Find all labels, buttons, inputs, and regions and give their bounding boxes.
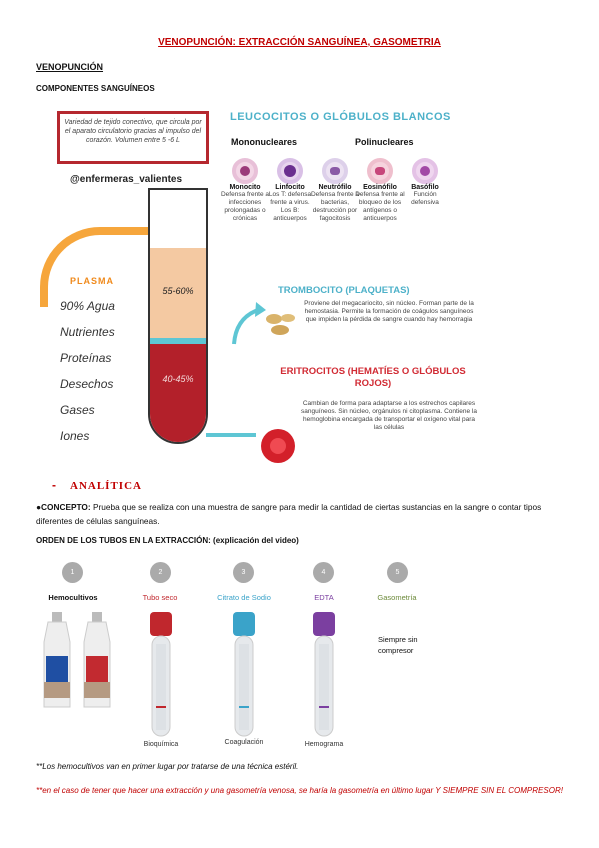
cell-desc: Defensa frente a infecciones prolongadas o crónicas — [220, 191, 270, 222]
cell-desc: Función defensiva — [411, 191, 439, 206]
cell-name: Eosinófilo — [363, 184, 397, 191]
eritrocito-connector — [206, 425, 266, 445]
eritrocitos-desc: Cambian de forma para adaptarse a los estrechos capilares sanguíneos. Sin núcleo, orgánulos ni citoplasma. Contiene la hemoglobina encargada de transportar el oxígeno vital para las células — [301, 400, 477, 431]
cell-basofilo — [400, 158, 450, 207]
orden-heading: ORDEN DE LOS TUBOS EN LA EXTRACCIÓN: (explicación del video) — [36, 536, 299, 545]
author-handle: @enfermeras_valientes — [70, 174, 183, 185]
mononucleares-label: Mononucleares — [231, 137, 298, 147]
footnote-gasometria: **en el caso de tener que hacer una extracción y una gasometría venosa, se haría la gasometría en último lugar Y SIEMPRE SIN EL COMPRESOR! — [36, 786, 563, 795]
leucocitos-title: LEUCOCITOS O GLÓBULOS BLANCOS — [230, 111, 451, 123]
erythrocyte-icon — [258, 426, 298, 466]
plasma-list — [60, 293, 115, 449]
step-number: 5 — [387, 562, 408, 583]
plasma-item: Iones — [60, 429, 90, 443]
step-number: 4 — [313, 562, 334, 583]
cell-eosinofilo — [355, 158, 405, 223]
cell-linfocito — [265, 158, 315, 223]
red-percentage: 40-45% — [162, 374, 194, 384]
gasometria-note: Siempre sin compresor — [378, 635, 418, 655]
concepto-paragraph — [36, 500, 576, 528]
section-heading-componentes: COMPONENTES SANGUÍNEOS — [36, 84, 155, 93]
plasma-item: Proteínas — [60, 351, 112, 365]
polinucleares-label: Polinucleares — [355, 137, 414, 147]
analitica-bullet: - — [52, 478, 56, 492]
plasma-item: Desechos — [60, 377, 114, 391]
cell-name: Basófilo — [411, 184, 439, 191]
tube-citrato-illustration — [231, 612, 257, 740]
tube-name-seco: Tubo seco — [142, 593, 178, 602]
plasma-title: PLASMA — [70, 276, 114, 286]
hemoculture-bottles-illustration — [40, 612, 120, 712]
concepto-label: ●CONCEPTO: — [36, 502, 91, 512]
concepto-text: Prueba que se realiza con una muestra de sangre para medir la cantidad de ciertas sustancias en la sangre o contar tipos diferentes de células sanguíneas. — [36, 502, 542, 526]
tube-use-coagulacion: Coagulación — [224, 739, 264, 746]
footnote-hemocultivos: **Los hemocultivos van en primer lugar por tratarse de una técnica estéril. — [36, 762, 299, 771]
tube-edta-illustration — [311, 612, 337, 740]
cell-desc: Defensa frente a bacterias, destrucción por fagocitosis — [310, 191, 360, 222]
analitica-title: ANALÍTICA — [70, 480, 142, 492]
blood-tube-illustration — [148, 188, 208, 444]
section-heading-venopuncion: VENOPUNCIÓN — [36, 62, 104, 72]
step-number: 1 — [62, 562, 83, 583]
definition-box: Variedad de tejido conectivo, que circula por el aparato circulatorio gracias al impulso del corazón. Volumen entre 5 -6 L — [57, 111, 209, 164]
trombocito-desc: Proviene del megacariocito, sin núcleo. Forman parte de la hemostasia. Permite la formación de coágulos sanguíneos que impiden la pérdida de sangre cuando hay hemorragia — [304, 300, 474, 323]
tube-name-hemocultivos: Hemocultivos — [48, 593, 98, 602]
plasma-item: Nutrientes — [60, 325, 115, 339]
cell-name: Neutrófilo — [318, 184, 352, 191]
trombocito-title: TROMBOCITO (PLAQUETAS) — [278, 285, 410, 296]
platelets-icon — [264, 310, 298, 338]
trombocito-arrow — [228, 300, 268, 348]
tube-use-hemograma: Hemograma — [304, 741, 344, 748]
cell-monocito — [220, 158, 270, 223]
tube-seco-illustration — [148, 612, 174, 740]
eritrocitos-title: ERITROCITOS (HEMATÍES O GLÓBULOS ROJOS) — [280, 366, 466, 389]
cell-neutrofilo — [310, 158, 360, 223]
cell-desc: Defensa frente al bloqueo de los antígenos o anticuerpos — [355, 191, 405, 222]
tube-name-edta: EDTA — [314, 593, 334, 602]
plasma-item: 90% Agua — [60, 299, 115, 313]
tube-use-bioquimica: Bioquímica — [143, 741, 179, 748]
plasma-percentage: 55-60% — [162, 286, 194, 296]
plasma-item: Gases — [60, 403, 95, 417]
step-number: 2 — [150, 562, 171, 583]
step-number: 3 — [233, 562, 254, 583]
cell-name: Linfocito — [275, 184, 305, 191]
page-title: VENOPUNCIÓN: EXTRACCIÓN SANGUÍNEA, GASOMETRIA — [158, 37, 441, 48]
cell-desc: Los T: defensa frente a virus. Los B: anticuerpos — [268, 191, 312, 222]
cell-name: Monocito — [229, 184, 261, 191]
tube-name-gasometria: Gasometría — [377, 593, 417, 602]
tube-name-citrato: Citrato de Sodio — [217, 593, 271, 602]
